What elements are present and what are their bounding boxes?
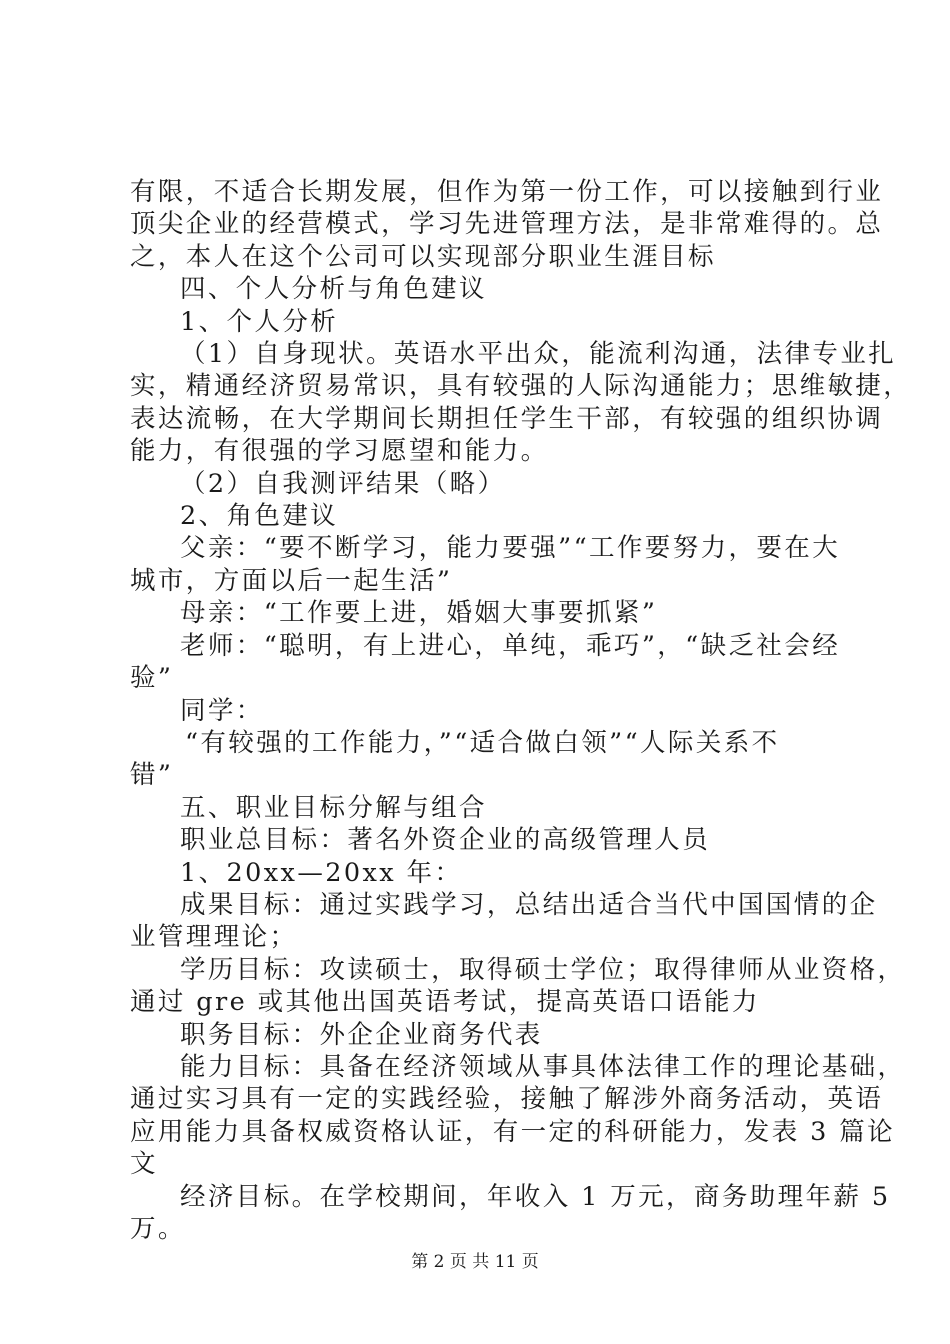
- text-line: 应用能力具备权威资格认证，有一定的科研能力，发表 3 篇论: [130, 1116, 896, 1147]
- text-line: 经济目标。在学校期间，年收入 1 万元，商务助理年薪 5: [180, 1181, 891, 1212]
- text-line: 能力目标：具备在经济领域从事具体法律工作的理论基础，: [180, 1051, 906, 1082]
- text-line: 同学：: [180, 695, 264, 726]
- subsection-heading: 1、个人分析: [180, 306, 339, 337]
- text-line: （2）自我测评结果（略）: [180, 468, 506, 499]
- text-line: 文: [130, 1149, 158, 1180]
- text-line: 之，本人在这个公司可以实现部分职业生涯目标: [130, 241, 716, 272]
- subsection-heading: 2、角色建议: [180, 501, 339, 532]
- body-text: [130, 176, 912, 1245]
- text-line: 父亲：“要不断学习，能力要强”“工作要努力，要在大: [180, 533, 841, 564]
- text-line: 表达流畅，在大学期间长期担任学生干部，有较强的组织协调: [130, 403, 884, 434]
- text-line: 城市，方面以后一起生活”: [130, 565, 453, 596]
- text-line: 有限，不适合长期发展，但作为第一份工作，可以接触到行业: [130, 177, 884, 207]
- text-line: 母亲：“工作要上进，婚姻大事要抓紧”: [180, 598, 658, 629]
- text-line: 顶尖企业的经营模式，学习先进管理方法，是非常难得的。总: [130, 209, 884, 240]
- text-line: （1）自身现状。英语水平出众，能流利沟通，法律专业扎: [180, 339, 897, 370]
- text-line: 成果目标：通过实践学习，总结出适合当代中国国情的企: [180, 889, 878, 920]
- text-line: 错”: [130, 760, 174, 791]
- text-line: 通过 gre 或其他出国英语考试，提高英语口语能力: [130, 987, 760, 1018]
- text-line: 验”: [130, 663, 174, 694]
- text-line: 学历目标：攻读硕士，取得硕士学位；取得律师从业资格，: [180, 954, 906, 985]
- text-line: 能力，有很强的学习愿望和能力。: [130, 436, 549, 467]
- text-line: 通过实习具有一定的实践经验，接触了解涉外商务活动，英语: [130, 1084, 884, 1115]
- text-line: 业管理理论；: [130, 922, 298, 953]
- text-line: “有较强的工作能力，”“适合做白领”“人际关系不: [185, 727, 780, 758]
- text-line: 实，精通经济贸易常识，具有较强的人际沟通能力；思维敏捷，: [130, 371, 912, 402]
- section-heading: 四、个人分析与角色建议: [180, 274, 487, 305]
- page-number-footer: 第 2 页 共 11 页: [411, 1252, 539, 1272]
- text-line: 职务目标：外企企业商务代表: [180, 1019, 543, 1050]
- section-heading: 五、职业目标分解与组合: [180, 792, 487, 823]
- text-line: 老师：“聪明，有上进心，单纯，乖巧”，“缺乏社会经: [180, 630, 841, 661]
- text-line: 万。: [130, 1214, 186, 1244]
- text-line: 职业总目标：著名外资企业的高级管理人员: [180, 825, 711, 856]
- subsection-heading: 1、20xx—20xx 年：: [180, 857, 463, 888]
